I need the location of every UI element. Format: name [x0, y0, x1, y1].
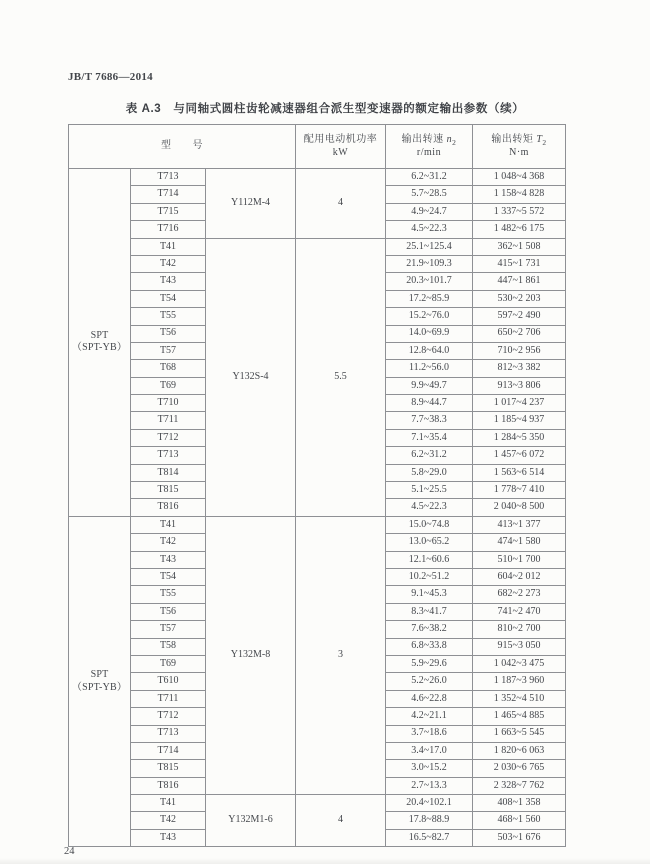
- model-cell: T716: [131, 221, 206, 238]
- model-cell: T711: [131, 412, 206, 429]
- output-parameters-table: [68, 124, 566, 847]
- speed-cell: 2.7~13.3: [386, 777, 473, 794]
- power-cell: 4: [296, 169, 386, 239]
- torque-cell: 447~1 861: [473, 273, 566, 290]
- model-cell: T713: [131, 725, 206, 742]
- torque-cell: 474~1 580: [473, 534, 566, 551]
- torque-cell: 915~3 050: [473, 638, 566, 655]
- series-variant: （SPT-YB）: [71, 342, 128, 354]
- motor-power-unit: kW: [332, 146, 349, 158]
- power-cell: 4: [296, 795, 386, 847]
- torque-cell: 650~2 706: [473, 325, 566, 342]
- speed-cell: 13.0~65.2: [386, 534, 473, 551]
- model-cell: T714: [131, 742, 206, 759]
- model-cell: T58: [131, 638, 206, 655]
- speed-cell: 5.7~28.5: [386, 186, 473, 203]
- torque-cell: 1 352~4 510: [473, 690, 566, 707]
- model-cell: T42: [131, 255, 206, 272]
- speed-cell: 12.8~64.0: [386, 342, 473, 359]
- model-cell: T713: [131, 447, 206, 464]
- speed-cell: 4.5~22.3: [386, 499, 473, 516]
- speed-cell: 5.8~29.0: [386, 464, 473, 481]
- torque-cell: 2 328~7 762: [473, 777, 566, 794]
- table-row: [69, 516, 566, 533]
- torque-cell: 597~2 490: [473, 308, 566, 325]
- col-header-output-torque: [473, 125, 566, 169]
- col-header-model: [69, 125, 296, 169]
- torque-cell: 1 017~4 237: [473, 395, 566, 412]
- torque-cell: 1 337~5 572: [473, 203, 566, 220]
- model-cell: T54: [131, 568, 206, 585]
- torque-cell: 1 820~6 063: [473, 742, 566, 759]
- model-cell: T816: [131, 777, 206, 794]
- speed-cell: 4.6~22.8: [386, 690, 473, 707]
- speed-cell: 17.8~88.9: [386, 812, 473, 829]
- model-cell: T816: [131, 499, 206, 516]
- table-row: [69, 238, 566, 255]
- model-cell: T41: [131, 238, 206, 255]
- torque-cell: 710~2 956: [473, 342, 566, 359]
- model-cell: T43: [131, 829, 206, 846]
- model-cell: T55: [131, 308, 206, 325]
- speed-cell: 3.4~17.0: [386, 742, 473, 759]
- speed-cell: 3.0~15.2: [386, 760, 473, 777]
- speed-cell: 4.2~21.1: [386, 708, 473, 725]
- output-torque-label: 输出转矩 $T_2$: [491, 133, 547, 147]
- torque-cell: 408~1 358: [473, 795, 566, 812]
- speed-cell: 8.9~44.7: [386, 395, 473, 412]
- torque-cell: 1 185~4 937: [473, 412, 566, 429]
- output-speed-label: 输出转速 $n_2$: [401, 133, 457, 147]
- speed-cell: 5.2~26.0: [386, 673, 473, 690]
- speed-cell: 7.6~38.2: [386, 621, 473, 638]
- model-cell: T713: [131, 169, 206, 186]
- model-cell: T711: [131, 690, 206, 707]
- model-cell: T43: [131, 273, 206, 290]
- speed-cell: 20.4~102.1: [386, 795, 473, 812]
- model-cell: T610: [131, 673, 206, 690]
- model-cell: T56: [131, 325, 206, 342]
- torque-cell: 1 778~7 410: [473, 482, 566, 499]
- speed-cell: 10.2~51.2: [386, 568, 473, 585]
- model-cell: T42: [131, 534, 206, 551]
- torque-cell: 1 158~4 828: [473, 186, 566, 203]
- model-cell: T715: [131, 203, 206, 220]
- col-header-output-speed: [386, 125, 473, 169]
- model-cell: T815: [131, 482, 206, 499]
- torque-cell: 1 457~6 072: [473, 447, 566, 464]
- speed-cell: 15.0~74.8: [386, 516, 473, 533]
- model-cell: T43: [131, 551, 206, 568]
- speed-cell: 7.1~35.4: [386, 429, 473, 446]
- torque-cell: 530~2 203: [473, 290, 566, 307]
- table-title: 表 A.3 与同轴式圆柱齿轮减速器组合派生型变速器的额定输出参数（续）: [125, 103, 525, 115]
- model-cell: T712: [131, 708, 206, 725]
- speed-cell: 15.2~76.0: [386, 308, 473, 325]
- torque-cell: 510~1 700: [473, 551, 566, 568]
- model-cell: T55: [131, 586, 206, 603]
- speed-cell: 6.8~33.8: [386, 638, 473, 655]
- torque-cell: 1 284~5 350: [473, 429, 566, 446]
- series-name: SPT: [90, 329, 109, 341]
- model-cell: T69: [131, 377, 206, 394]
- motor-cell: Y132S-4: [206, 238, 296, 516]
- standard-number: JB/T 7686—2014: [68, 71, 153, 83]
- series-variant: （SPT-YB）: [71, 681, 128, 693]
- table-header-row: [69, 125, 566, 169]
- table-row: [69, 795, 566, 812]
- output-torque-unit: N·m: [509, 146, 529, 158]
- speed-cell: 11.2~56.0: [386, 360, 473, 377]
- speed-cell: 25.1~125.4: [386, 238, 473, 255]
- torque-cell: 413~1 377: [473, 516, 566, 533]
- torque-cell: 1 563~6 514: [473, 464, 566, 481]
- speed-cell: 14.0~69.9: [386, 325, 473, 342]
- model-cell: T54: [131, 290, 206, 307]
- torque-cell: 2 030~6 765: [473, 760, 566, 777]
- torque-cell: 604~2 012: [473, 568, 566, 585]
- torque-cell: 503~1 676: [473, 829, 566, 846]
- table-row: [69, 169, 566, 186]
- speed-cell: 17.2~85.9: [386, 290, 473, 307]
- power-cell: 3: [296, 516, 386, 794]
- model-cell: T56: [131, 603, 206, 620]
- torque-cell: 1 042~3 475: [473, 655, 566, 672]
- model-cell: T69: [131, 655, 206, 672]
- speed-cell: 9.9~49.7: [386, 377, 473, 394]
- torque-cell: 913~3 806: [473, 377, 566, 394]
- torque-cell: 1 663~5 545: [473, 725, 566, 742]
- speed-cell: 21.9~109.3: [386, 255, 473, 272]
- speed-cell: 9.1~45.3: [386, 586, 473, 603]
- speed-cell: 8.3~41.7: [386, 603, 473, 620]
- col-header-motor-power: [296, 125, 386, 169]
- torque-cell: 1 187~3 960: [473, 673, 566, 690]
- page-number: 24: [64, 846, 75, 857]
- speed-cell: 3.7~18.6: [386, 725, 473, 742]
- motor-power-label: 配用电动机功率: [303, 134, 378, 145]
- model-cell: T57: [131, 621, 206, 638]
- torque-cell: 1 482~6 175: [473, 221, 566, 238]
- speed-cell: 4.9~24.7: [386, 203, 473, 220]
- motor-cell: Y132M1-6: [206, 795, 296, 847]
- model-cell: T714: [131, 186, 206, 203]
- torque-cell: 741~2 470: [473, 603, 566, 620]
- model-cell: T41: [131, 516, 206, 533]
- torque-cell: 468~1 560: [473, 812, 566, 829]
- torque-cell: 682~2 273: [473, 586, 566, 603]
- model-cell: T68: [131, 360, 206, 377]
- model-cell: T814: [131, 464, 206, 481]
- torque-cell: 810~2 700: [473, 621, 566, 638]
- motor-cell: Y112M-4: [206, 169, 296, 239]
- model-series-cell: [69, 169, 131, 517]
- model-cell: T42: [131, 812, 206, 829]
- model-series-cell: [69, 516, 131, 846]
- scan-shadow: [0, 858, 650, 864]
- speed-cell: 16.5~82.7: [386, 829, 473, 846]
- torque-cell: 2 040~8 500: [473, 499, 566, 516]
- speed-cell: 6.2~31.2: [386, 169, 473, 186]
- model-cell: T712: [131, 429, 206, 446]
- col-header-model-label: 型 号: [161, 140, 203, 152]
- series-name: SPT: [90, 669, 109, 681]
- model-cell: T57: [131, 342, 206, 359]
- speed-cell: 20.3~101.7: [386, 273, 473, 290]
- speed-cell: 7.7~38.3: [386, 412, 473, 429]
- model-cell: T41: [131, 795, 206, 812]
- torque-cell: 1 465~4 885: [473, 708, 566, 725]
- output-speed-unit: r/min: [416, 146, 442, 158]
- torque-cell: 812~3 382: [473, 360, 566, 377]
- speed-cell: 5.1~25.5: [386, 482, 473, 499]
- speed-cell: 5.9~29.6: [386, 655, 473, 672]
- speed-cell: 4.5~22.3: [386, 221, 473, 238]
- speed-cell: 12.1~60.6: [386, 551, 473, 568]
- speed-cell: 6.2~31.2: [386, 447, 473, 464]
- model-cell: T815: [131, 760, 206, 777]
- torque-cell: 362~1 508: [473, 238, 566, 255]
- motor-cell: Y132M-8: [206, 516, 296, 794]
- model-cell: T710: [131, 395, 206, 412]
- torque-cell: 415~1 731: [473, 255, 566, 272]
- power-cell: 5.5: [296, 238, 386, 516]
- torque-cell: 1 048~4 368: [473, 169, 566, 186]
- table-body: [69, 169, 566, 847]
